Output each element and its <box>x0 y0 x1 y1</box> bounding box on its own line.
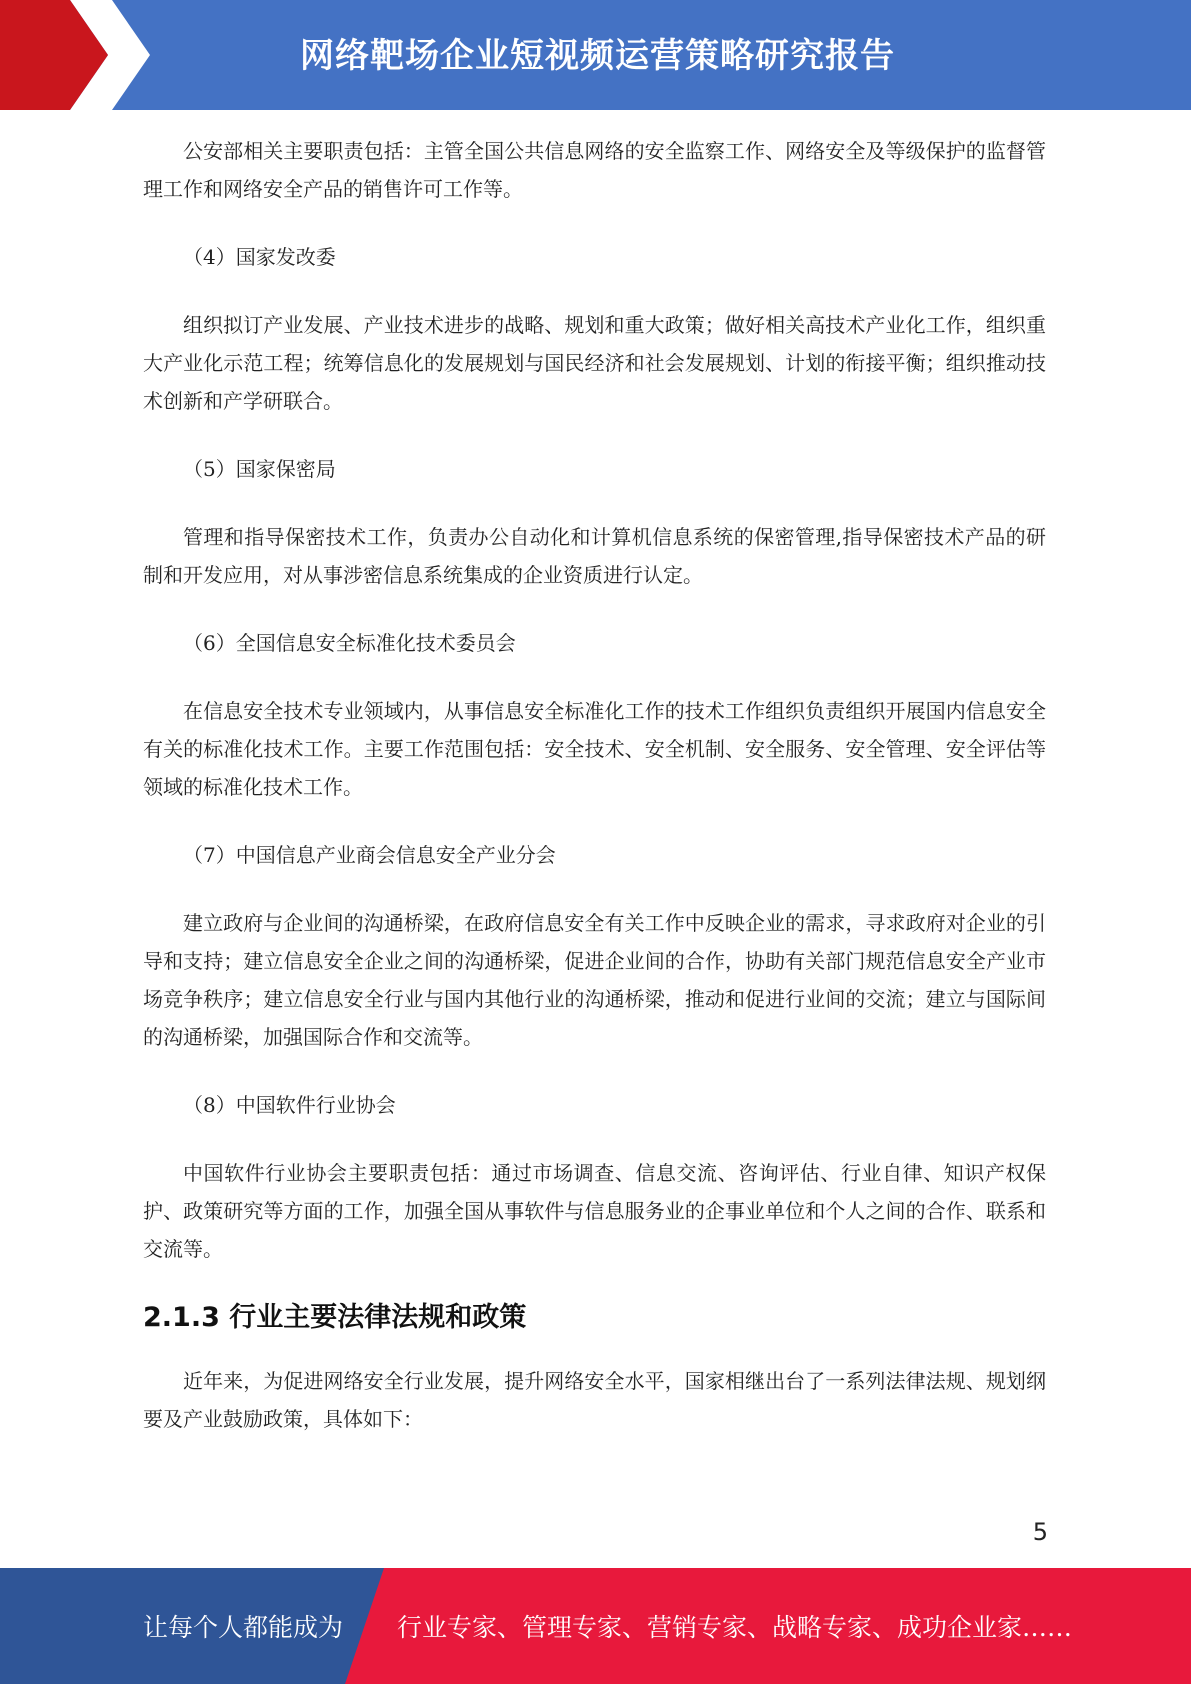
paragraph-standards-committee: 在信息安全技术专业领域内，从事信息安全标准化工作的技术工作组织负责组织开展国内信息安全有关的标准化技术工作。主要工作范围包括：安全技术、安全机制、安全服务、安全管理、安全评估等领域的标准化技术工作。 <box>143 699 1046 799</box>
page-number: 5 <box>1032 1518 1048 1546</box>
paragraph-ministry-public-security: 公安部相关主要职责包括：主管全国公共信息网络的安全监察工作、网络安全及等级保护的监督管理工作和网络安全产品的销售许可工作等。 <box>143 139 1046 201</box>
page-header <box>0 0 1191 110</box>
section-heading: 2.1.3 行业主要法律法规和政策 <box>143 1302 527 1333</box>
subheading-secrecy-bureau: （5）国家保密局 <box>183 457 336 481</box>
subheading-ndrc: （4）国家发改委 <box>183 245 336 269</box>
paragraph-secrecy-bureau: 管理和指导保密技术工作，负责办公自动化和计算机信息系统的保密管理,指导保密技术产品的研制和开发应用，对从事涉密信息系统集成的企业资质进行认定。 <box>143 525 1046 587</box>
subheading-standards-committee: （6）全国信息安全标准化技术委员会 <box>183 631 516 655</box>
paragraph-ndrc: 组织拟订产业发展、产业技术进步的战略、规划和重大政策；做好相关高技术产业化工作，组织重大产业化示范工程；统筹信息化的发展规划与国民经济和社会发展规划、计划的衔接平衡；组织推动技术创新和产学研联合。 <box>143 313 1046 413</box>
paragraph-software-association: 中国软件行业协会主要职责包括：通过市场调查、信息交流、咨询评估、行业自律、知识产权保护、政策研究等方面的工作，加强全国从事软件与信息服务业的企事业单位和个人之间的合作、联系和交流等。 <box>143 1161 1046 1261</box>
page-body <box>143 132 1046 1468</box>
subheading-software-association: （8）中国软件行业协会 <box>183 1093 396 1117</box>
report-title: 网络靶场企业短视频运营策略研究报告 <box>300 36 895 76</box>
page-footer <box>0 1568 1191 1684</box>
footer-slogan-left: 让每个人都能成为 <box>143 1613 344 1642</box>
paragraph-security-industry-branch: 建立政府与企业间的沟通桥梁，在政府信息安全有关工作中反映企业的需求，寻求政府对企业的引导和支持；建立信息安全企业之间的沟通桥梁，促进企业间的合作，协助有关部门规范信息安全产业市场竞争秩序；建立信息安全行业与国内其他行业的沟通桥梁，推动和促进行业间的交流；建立与国际间的沟通桥梁，加强国际合作和交流等。 <box>143 911 1046 1049</box>
footer-slogan-right: 行业专家、管理专家、营销专家、战略专家、成功企业家…… <box>397 1613 1073 1642</box>
subheading-security-industry-branch: （7）中国信息产业商会信息安全产业分会 <box>183 843 556 867</box>
paragraph-laws-intro: 近年来，为促进网络安全行业发展，提升网络安全水平，国家相继出台了一系列法律法规、规划纲要及产业鼓励政策，具体如下： <box>143 1369 1046 1431</box>
